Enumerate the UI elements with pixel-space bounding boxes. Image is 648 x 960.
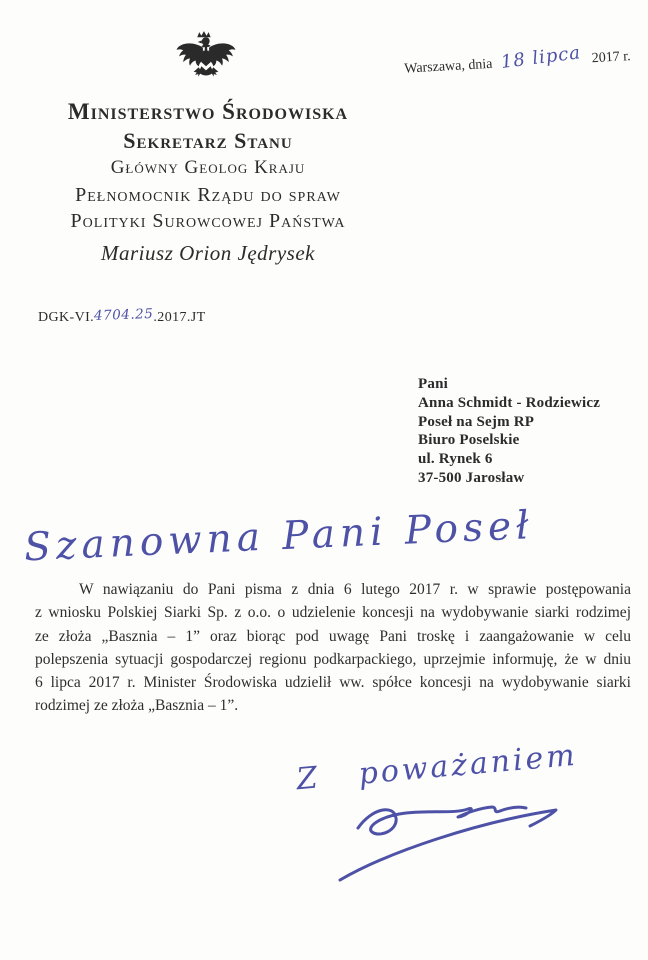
recipient-line: Pani [418, 376, 448, 392]
secretary-of-state-title: Sekretarz Stanu [123, 128, 293, 153]
polish-eagle-emblem [175, 26, 237, 92]
date-line [404, 43, 645, 77]
body-line: ze złoża „Basznia – 1” oraz biorąc pod uwagę Pani troskę i zaangażowanie w celu [35, 627, 631, 645]
recipient-line: Poseł na Sejm RP [418, 413, 535, 430]
date-city-prefix: Warszawa, dnia [403, 56, 493, 77]
chief-geologist-title: Główny Geolog Kraju [110, 157, 306, 178]
recipient-line: ul. Rynek 6 [418, 451, 493, 468]
reference-prefix: DGK-VI. [38, 310, 95, 325]
recipient-line: Anna Schmidt - Rodziewicz [418, 394, 601, 411]
date-year-suffix: 2017 r. [591, 49, 632, 67]
body-line: 6 lipca 2017 r. Minister Środowiska udzielił ww. spółce koncesji na wydobywanie siarki [35, 674, 631, 692]
handwritten-date: 18 lipca [499, 42, 582, 74]
signature-flourish [328, 796, 574, 884]
handwritten-closing: Z poważaniem [295, 737, 580, 798]
body-line: rodzimej ze złoża „Basznia – 1”. [35, 697, 239, 715]
body-line: polepszenia sytuacji gospodarczej regionu podkarpackiego, uprzejmie informuję, że w dniu [35, 650, 631, 668]
body-line: W nawiązaniu do Pani pisma z dnia 6 lutego 2017 r. w sprawie postępowania [79, 581, 631, 598]
body-line: z wniosku Polskiej Siarki Sp. z o.o. o udzielenie koncesji na wydobywanie siarki rodzimej [35, 604, 631, 622]
plenipotentiary-title-line1: Pełnomocnik Rządu do spraw [75, 184, 341, 206]
reference-suffix: .2017.JT [153, 310, 206, 325]
handwritten-salutation: Szanowna Pani Poseł [23, 503, 535, 571]
recipient-line: Biuro Poselskie [418, 432, 520, 449]
signatory-name: Mariusz Orion Jędrysek [101, 241, 315, 265]
body-paragraph [35, 578, 631, 718]
ministry-name: Ministerstwo Środowiska [67, 99, 349, 124]
handwritten-reference-number: 4704.25 [93, 305, 154, 325]
recipient-block [418, 375, 600, 488]
recipient-line: 37-500 Jarosław [418, 469, 525, 486]
reference-number [38, 305, 206, 326]
plenipotentiary-title-line2: Polityki Surowcowej Państwa [70, 210, 346, 232]
